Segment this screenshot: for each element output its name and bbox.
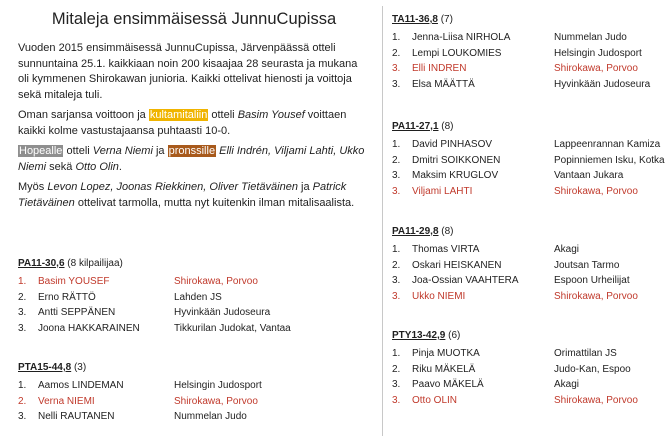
silver-text-mid4: sekä [46,160,76,173]
result-name: Joa-Ossian VAAHTERA [412,275,519,286]
result-row [392,346,638,362]
result-place: 3. [392,63,401,74]
result-place: 2. [18,395,27,407]
result-name: Antti SEPPÄNEN [38,307,116,318]
results-ta11-36-8 [392,14,650,92]
result-place: 2. [18,291,27,303]
class-count: (8 kilpailijaa) [64,258,123,269]
result-row [392,46,650,62]
result-row [18,378,262,394]
intro-paragraph: Vuoden 2015 ensimmäisessä JunnuCupissa, Järvenpäässä otteli sunnuntaina 25.1. kaikkiaan noin 200 kisaajaa 28 seurasta ja mukana oli kymmenen Shirokawan junioria. Kaikki ottelivat hienosti ja voittoja sekä mitaleja tuli. [18,42,358,101]
result-name: Dmitri SOIKKONEN [412,154,501,166]
bronze-winner-last: Otto Olin [75,160,119,173]
result-row [392,362,638,378]
result-place: 2. [392,47,401,59]
result-row [392,273,638,289]
result-name: Joona HAKKARAINEN [38,322,140,334]
class-name: PA11-30,6 [18,258,65,269]
result-row [392,377,638,393]
class-count: (6) [445,330,461,341]
result-place: 3. [392,170,401,181]
result-name: David PINHASOV [412,139,493,150]
result-name: Elsa MÄÄTTÄ [412,78,475,90]
result-row [392,77,650,93]
result-row [18,409,262,425]
results-pa11-29-8 [392,226,638,304]
result-name: Basim YOUSEF [38,276,110,287]
result-place: 3. [392,290,401,302]
class-name: PTA15-44,8 [18,362,72,373]
result-club: Judo-Kan, Espoo [554,363,631,375]
result-club: Shirokawa, Porvoo [554,63,638,74]
results-pa11-30-6 [18,258,291,336]
result-row [392,258,638,274]
result-club: Hyvinkään Judoseura [174,307,271,318]
result-row [392,184,665,200]
result-name: Thomas VIRTA [412,244,480,255]
result-name: Jenna-Liisa NIRHOLA [412,32,511,43]
result-name: Verna NIEMI [38,395,95,407]
result-place: 1. [392,32,401,43]
results-pta15-44-8 [18,362,262,425]
result-row [18,305,291,321]
result-club: Orimattilan JS [554,348,617,359]
class-name: PA11-27,1 [392,121,439,132]
result-club: Nummelan Judo [174,411,247,422]
result-name: Pinja MUOTKA [412,348,480,359]
class-count: (7) [437,14,453,25]
silver-text-post: . [118,160,122,173]
result-club: Shirokawa, Porvoo [554,185,638,197]
result-row [392,393,638,409]
result-club: Hyvinkään Judoseura [554,78,651,90]
class-name: PTY13-42,9 [392,330,446,341]
others-text-mid: ja [297,181,313,193]
result-place: 3. [392,78,401,90]
gold-text-mid: otteli [208,109,238,121]
gold-text-post: voittaen kaikki kolme vastustajaansa puhtaasti 10-0. [18,109,347,137]
result-club: Vantaan Jukara [554,170,624,181]
others-names: Levon Lopez, Joonas Riekkinen, Oliver Tietäväinen [47,181,298,193]
result-row [392,242,638,258]
result-row [392,61,650,77]
result-club: Lappeenrannan Kamiza [554,139,661,150]
result-name: Viljami LAHTI [412,185,473,197]
silver-text-mid2: ja [152,145,168,157]
class-count: (3) [71,362,87,373]
result-club: Shirokawa, Porvoo [174,276,258,287]
result-club: Shirokawa, Porvoo [174,395,258,407]
others-name-last: Patrick Tietäväinen [18,181,347,209]
bronze-winner-names: Elli Indrén, Viljami Lahti, Ukko Niemi [18,145,365,173]
result-row [392,153,665,169]
result-name: Elli INDREN [412,63,467,74]
results-pa11-27-1 [392,121,665,199]
result-club: Helsingin Judosport [554,47,642,59]
medals-paragraph [18,144,370,175]
result-club: Shirokawa, Porvoo [554,394,638,406]
class-name: TA11-36,8 [392,14,438,25]
result-club: Akagi [554,379,580,390]
result-place: 1. [392,244,401,255]
gold-text-pre: Oman sarjansa voittoon ja [18,109,149,121]
class-count: (8) [438,226,454,237]
result-row [392,289,638,305]
gold-winner-name: Basim Yousef [237,109,305,121]
result-club: Helsingin Judosport [174,380,262,391]
others-paragraph [18,180,370,211]
result-place: 2. [392,259,401,271]
result-row [18,394,262,410]
result-row [392,137,665,153]
result-place: 2. [392,154,401,166]
result-place: 1. [18,276,27,287]
results-heading [392,226,638,237]
others-text-post: ottelivat tarmolla, mutta nyt kuitenkin ilman mitalisaalista. [74,196,355,209]
results-heading [392,121,665,132]
result-club: Akagi [554,244,580,255]
silver-winner-name: Verna Niemi [92,145,153,157]
result-place: 1. [18,380,27,391]
result-name: Erno RÄTTÖ [38,291,96,303]
result-name: Oskari HEISKANEN [412,259,502,271]
others-text-pre: Myös [18,181,48,193]
bronze-highlight: pronssille [168,145,216,157]
result-place: 1. [392,139,401,150]
result-club: Nummelan Judo [554,32,627,43]
result-place: 2. [392,363,401,375]
result-club: Lahden JS [174,291,222,303]
result-row [18,321,291,337]
result-place: 3. [18,322,27,334]
result-name: Nelli RAUTANEN [38,411,115,422]
result-place: 3. [392,185,401,197]
result-place: 3. [18,307,27,318]
result-place: 3. [392,379,401,390]
result-name: Ukko NIEMI [412,290,466,302]
result-name: Riku MÄKELÄ [412,363,476,375]
result-name: Aamos LINDEMAN [38,380,124,391]
result-club: Espoon Urheilijat [554,275,630,286]
result-row [392,168,665,184]
results-heading [392,14,650,25]
result-place: 3. [18,411,27,422]
result-place: 3. [392,275,401,286]
results-heading [392,330,638,341]
result-row [392,30,650,46]
result-club: Tikkurilan Judokat, Vantaa [174,322,291,334]
silver-highlight: Hopealle [19,145,63,157]
gold-highlight: kultamitaliin [149,109,208,121]
result-club: Shirokawa, Porvoo [554,290,638,302]
class-name: PA11-29,8 [392,226,439,237]
result-row [18,274,291,290]
result-place: 3. [392,394,401,406]
article [18,10,370,216]
result-place: 1. [392,348,401,359]
result-club: Joutsan Tarmo [554,259,620,271]
silver-text-mid1: otteli [63,145,93,157]
result-name: Lempi LOUKOMIES [412,47,502,59]
result-name: Paavo MÄKELÄ [412,379,484,390]
result-row [18,290,291,306]
results-heading [18,362,262,373]
results-pty13-42-9 [392,330,638,408]
result-name: Otto OLIN [412,394,458,406]
result-name: Maksim KRUGLOV [412,170,499,181]
result-club: Popinniemen Isku, Kotka [554,154,665,166]
column-divider [382,6,383,436]
class-count: (8) [438,121,454,132]
results-heading [18,258,291,269]
gold-paragraph [18,108,370,139]
page-title: Mitaleja ensimmäisessä JunnuCupissa [51,10,337,28]
